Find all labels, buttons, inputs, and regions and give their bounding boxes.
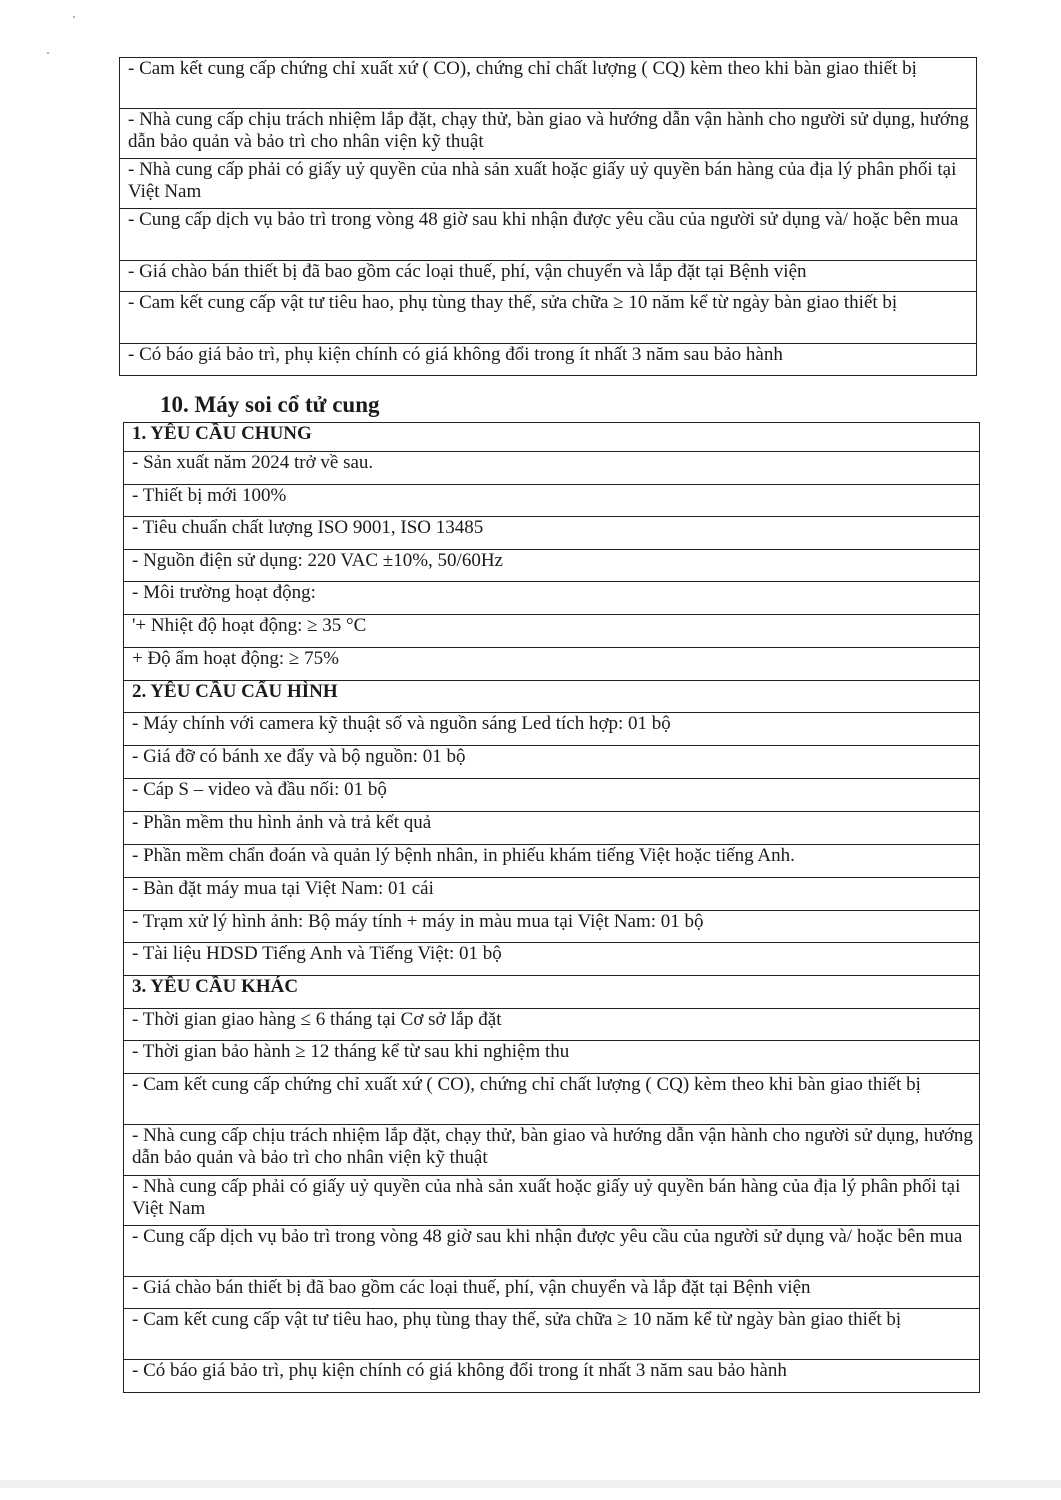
table-row: '+ Nhiệt độ hoạt động: ≥ 35 °C [124,615,980,648]
table-row: + Độ ẩm hoạt động: ≥ 75% [124,648,980,681]
table-row: - Tiêu chuẩn chất lượng ISO 9001, ISO 13485 [124,517,980,550]
table-row: - Giá đỡ có bánh xe đẩy và bộ nguồn: 01 bộ [124,746,980,779]
previous-item-requirements-table [119,57,977,376]
table-row: - Thời gian bảo hành ≥ 12 tháng kể từ sau khi nghiệm thu [124,1041,980,1074]
table-row: - Có báo giá bảo trì, phụ kiện chính có giá không đổi trong ít nhất 3 năm sau bảo hành [124,1360,980,1393]
section-header-other: 3. YÊU CẦU KHÁC [124,976,980,1009]
table-row: - Nhà cung cấp chịu trách nhiệm lắp đặt, chạy thử, bàn giao và hướng dẫn vận hành cho người sử dụng, hướng dẫn bảo quản và bảo trì cho nhân viện kỹ thuật [120,109,977,159]
table-row: - Cung cấp dịch vụ bảo trì trong vòng 48 giờ sau khi nhận được yêu cầu của người sử dụng và/ hoặc bên mua [124,1226,980,1277]
table-row: - Phần mềm thu hình ảnh và trả kết quả [124,812,980,845]
table-row: - Cung cấp dịch vụ bảo trì trong vòng 48 giờ sau khi nhận được yêu cầu của người sử dụng và/ hoặc bên mua [120,209,977,261]
table-row: - Thiết bị mới 100% [124,485,980,517]
table-row: - Nhà cung cấp chịu trách nhiệm lắp đặt, chạy thử, bàn giao và hướng dẫn vận hành cho người sử dụng, hướng dẫn bảo quản và bảo trì cho nhân viện kỹ thuật [124,1125,980,1176]
table-row: - Sản xuất năm 2024 trở về sau. [124,452,980,485]
table-row: - Môi trường hoạt động: [124,582,980,615]
table-row: - Nhà cung cấp phải có giấy uỷ quyền của nhà sản xuất hoặc giấy uỷ quyền bán hàng của địa lý phân phối tại Việt Nam [124,1176,980,1226]
table-row: - Cáp S – video và đầu nối: 01 bộ [124,779,980,812]
table-row: - Tài liệu HDSD Tiếng Anh và Tiếng Việt: 01 bộ [124,943,980,976]
scan-speck [47,52,49,54]
table-row: - Cam kết cung cấp chứng chỉ xuất xứ ( CO), chứng chỉ chất lượng ( CQ) kèm theo khi bàn giao thiết bị [120,58,977,109]
table-row: - Cam kết cung cấp vật tư tiêu hao, phụ tùng thay thế, sửa chữa ≥ 10 năm kể từ ngày bàn giao thiết bị [124,1309,980,1360]
table-row: - Có báo giá bảo trì, phụ kiện chính có giá không đổi trong ít nhất 3 năm sau bảo hành [120,344,977,376]
table-row: - Phần mềm chẩn đoán và quản lý bệnh nhân, in phiếu khám tiếng Việt hoặc tiếng Anh. [124,845,980,878]
scan-edge [0,1480,1061,1488]
scan-speck [73,16,75,18]
table-row: - Máy chính với camera kỹ thuật số và nguồn sáng Led tích hợp: 01 bộ [124,713,980,746]
table-row: - Thời gian giao hàng ≤ 6 tháng tại Cơ sở lắp đặt [124,1009,980,1041]
table-row: - Nguồn điện sử dụng: 220 VAC ±10%, 50/60Hz [124,550,980,582]
section-title: 10. Máy soi cổ tử cung [160,392,380,417]
table-row: - Giá chào bán thiết bị đã bao gồm các loại thuế, phí, vận chuyển và lắp đặt tại Bệnh viện [120,261,977,292]
table-row: - Cam kết cung cấp vật tư tiêu hao, phụ tùng thay thế, sửa chữa ≥ 10 năm kể từ ngày bàn giao thiết bị [120,292,977,344]
table-row: - Nhà cung cấp phải có giấy uỷ quyền của nhà sản xuất hoặc giấy uỷ quyền bán hàng của địa lý phân phối tại Việt Nam [120,159,977,209]
table-row: - Cam kết cung cấp chứng chỉ xuất xứ ( CO), chứng chỉ chất lượng ( CQ) kèm theo khi bàn giao thiết bị [124,1074,980,1125]
table-row: - Bàn đặt máy mua tại Việt Nam: 01 cái [124,878,980,911]
table-row: - Giá chào bán thiết bị đã bao gồm các loại thuế, phí, vận chuyển và lắp đặt tại Bệnh viện [124,1277,980,1309]
table-row: - Trạm xử lý hình ảnh: Bộ máy tính + máy in màu mua tại Việt Nam: 01 bộ [124,911,980,943]
section-header-general: 1. YÊU CẦU CHUNG [124,423,980,452]
section-header-config: 2. YÊU CẦU CẤU HÌNH [124,681,980,713]
colposcope-requirements-table [123,422,980,1393]
